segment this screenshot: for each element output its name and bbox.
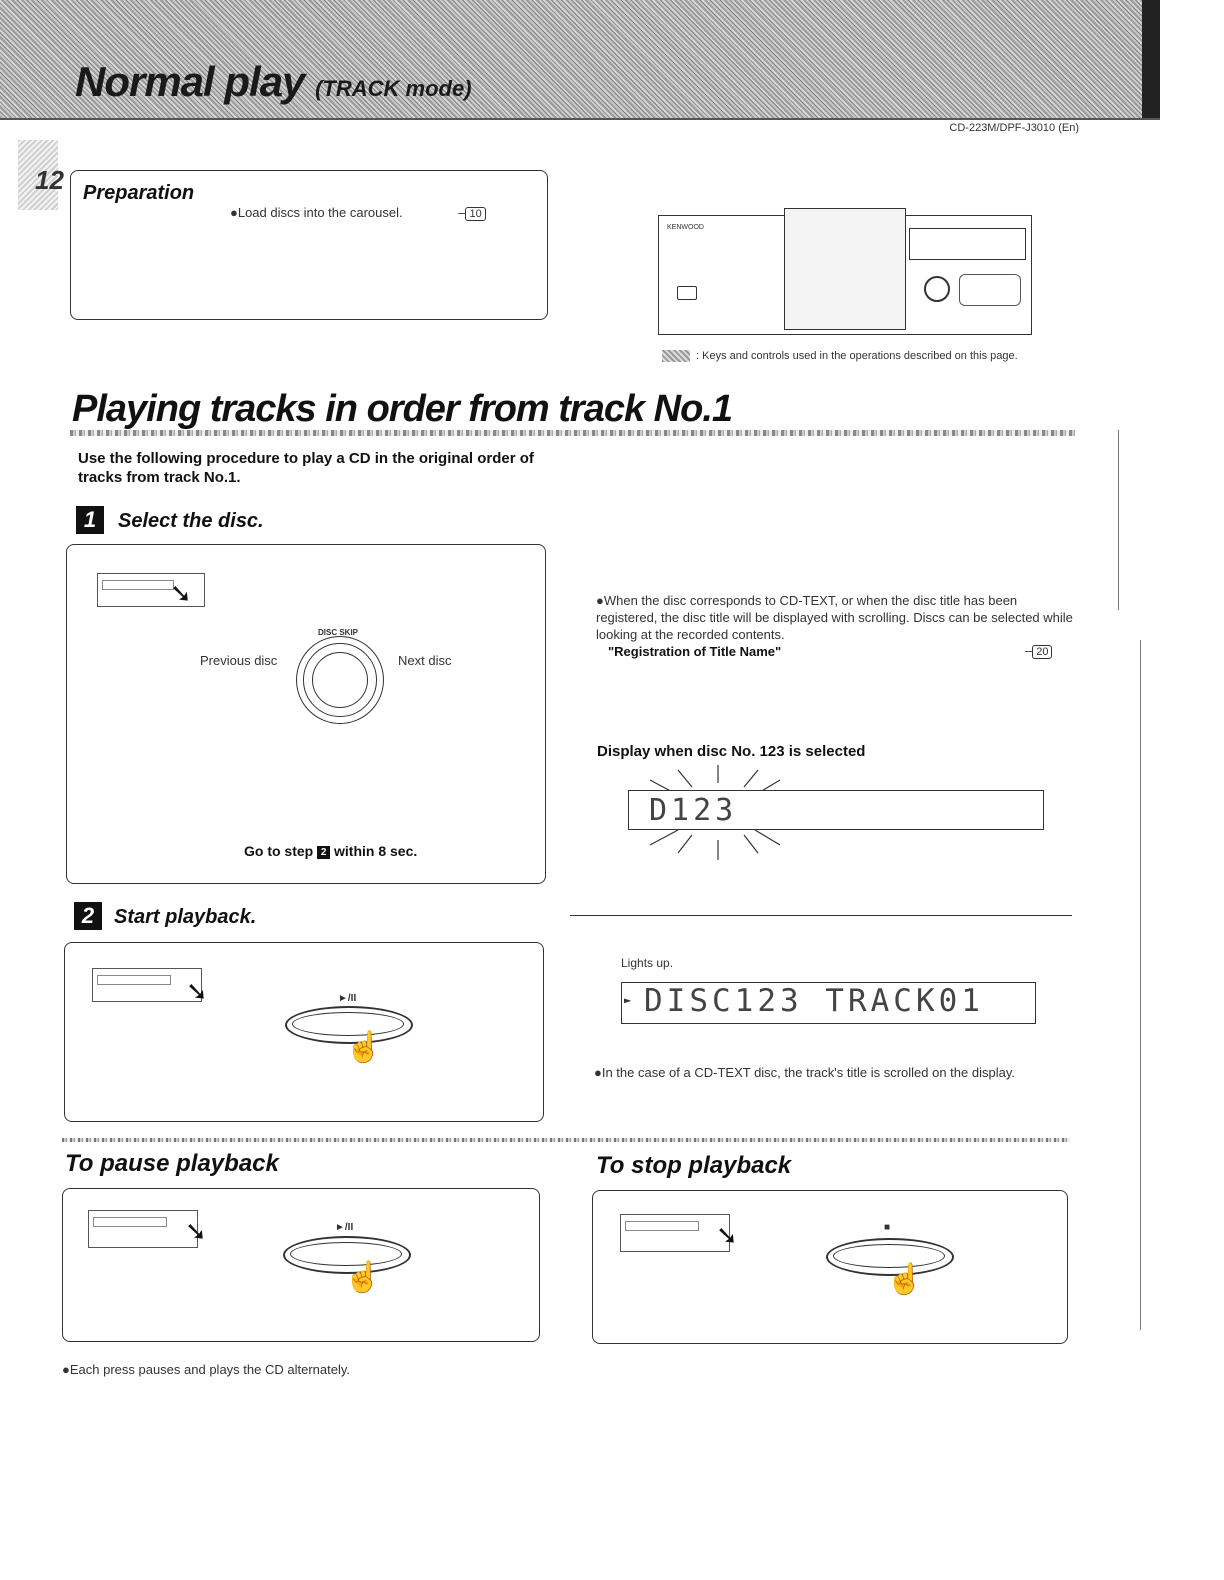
next-disc-label: Next disc [398,653,452,668]
stop-title: To stop playback [596,1152,792,1179]
page-title: Normal play (TRACK mode) [75,58,472,105]
legend-swatch-icon [662,350,690,362]
play-pause-label: ►/II [335,1222,354,1233]
legend: : Keys and controls used in the operations described on this page. [662,350,1018,362]
preparation-label: Preparation [83,182,195,204]
disc-skip-label: DISC SKIP [318,628,359,637]
stop-label: ■ [884,1222,891,1233]
section-title: Playing tracks in order from track No.1 [72,388,733,430]
section-rule-lower [62,1138,1070,1142]
step-2-badge: 2 [74,902,102,930]
device-illustration [658,215,1032,335]
play-pause-label: ►/II [338,993,357,1004]
model-number: CD-223M/DPF-J3010 (En) [949,122,1079,134]
registration-ref-label: "Registration of Title Name" [608,644,782,659]
page-subtitle: (TRACK mode) [315,76,472,101]
preparation-text: ●Load discs into the carousel. – 10 [230,205,486,221]
disc-title-note: ●When the disc corresponds to CD-TEXT, or when the disc title has been registered, the disc title will be displayed with scrolling. Discs can be selected while looking at the recorded contents. [596,593,1073,642]
go-to-step-text: Go to step 2 within 8 sec. [244,843,418,859]
mini-device-icon [620,1214,730,1252]
power-button [677,286,697,300]
pointer-hand-icon: ➘ [186,976,208,1006]
page-number: 12 [35,165,64,195]
step-1-title: Select the disc. [118,510,264,532]
previous-disc-label: Previous disc [200,653,278,668]
mini-device-icon [88,1210,198,1248]
display-caption: Display when disc No. 123 is selected [597,743,866,760]
cd-text-note: ●In the case of a CD-TEXT disc, the track's title is scrolled on the display. [594,1065,1015,1080]
step-1-badge: 1 [76,506,104,534]
section-rule [70,430,1075,436]
margin-line [1118,430,1119,610]
lights-up-label: Lights up. [621,956,674,970]
pause-title: To pause playback [65,1150,279,1177]
device-display [909,228,1026,260]
pressing-finger-icon: ☝ [886,1263,924,1296]
disc-tray [784,208,906,330]
pointer-hand-icon: ➘ [185,1216,207,1246]
lcd-display-disc [628,790,1044,830]
page-ref: 10 [465,207,485,221]
step-2-title: Start playback. [114,906,257,928]
step-divider [570,915,1072,916]
pressing-finger-icon: ☝ [344,1261,382,1294]
lcd-track-text: DISC123 TRACK01 [644,983,984,1019]
dial-center [312,652,368,708]
registration-ref: – 20 [1025,643,1052,659]
section-intro: Use the following procedure to play a CD in the original order of tracks from track No.1. [78,450,534,486]
pointer-hand-icon: ➘ [170,578,192,608]
margin-line [1140,640,1141,1330]
lcd-disc-text: D123 [649,793,738,828]
pressing-finger-icon: ☝ [345,1031,383,1064]
play-indicator-icon: ► [624,993,632,1007]
device-buttons [959,274,1021,306]
lcd-display-track [621,982,1036,1024]
pause-note: ●Each press pauses and plays the CD alternately. [62,1362,350,1377]
pointer-hand-icon: ➘ [716,1220,738,1250]
brand-logo: KENWOOD [667,224,704,231]
disc-skip-knob [924,276,950,302]
step-2-mini-badge: 2 [317,846,330,859]
